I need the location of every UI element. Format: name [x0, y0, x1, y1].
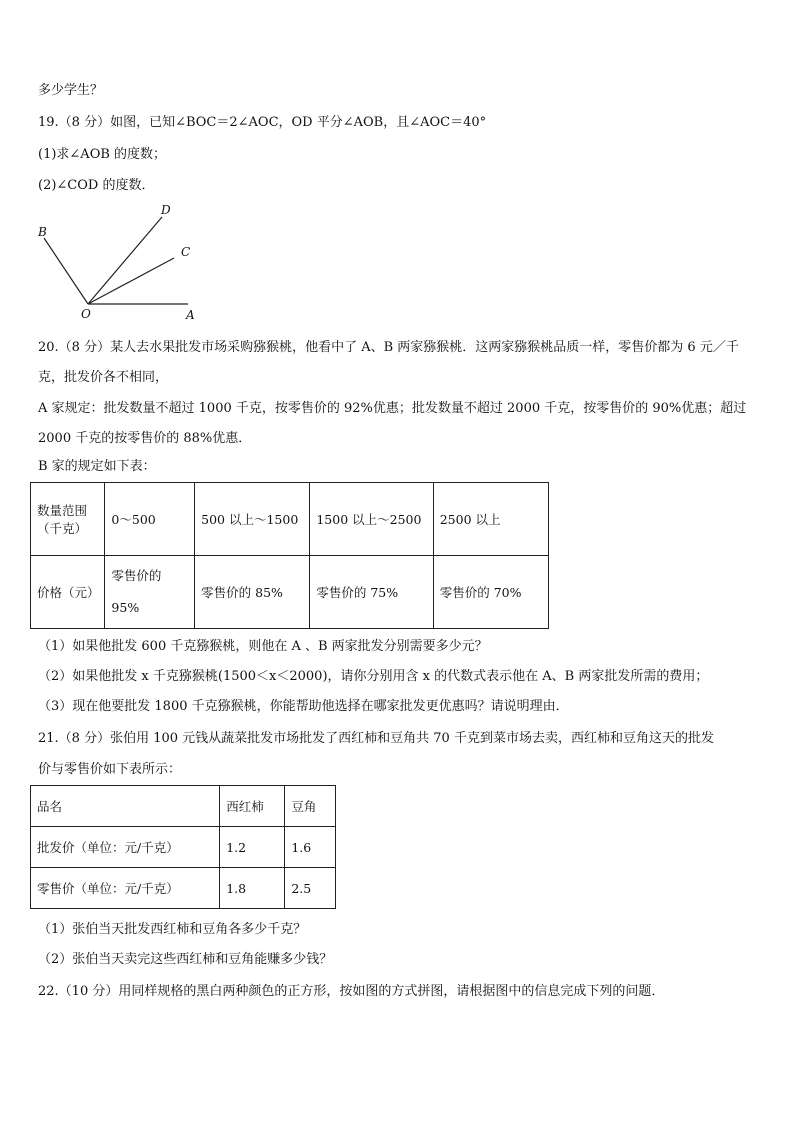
label-a: A	[186, 308, 195, 322]
table-row	[31, 786, 336, 827]
label-o: O	[81, 307, 91, 321]
table-row	[31, 483, 549, 556]
q20-title: 20.（8 分）某人去水果批发市场采购猕猴桃，他看中了 A、B 两家猕猴桃．这两家猕猴桃品质一样，零售价都为 6 元／千克，批发价各不相同，	[38, 340, 739, 385]
q20-rule-b-intro: B 家的规定如下表：	[38, 459, 156, 474]
q21-title-line2: 价与零售价如下表所示：	[38, 762, 182, 777]
table-cell: 零售价（单位：元/千克）	[31, 868, 220, 909]
q19-part1: (1)求∠AOB 的度数；	[38, 147, 167, 162]
table-cell: 0～500	[105, 483, 195, 556]
table-cell: 2.5	[285, 868, 336, 909]
label-c: C	[181, 245, 191, 259]
table-cell: 1500 以上～2500	[310, 483, 433, 556]
q20-sub3: （3）现在他要批发 1800 千克猕猴桃，你能帮助他选择在哪家批发更优惠吗？请说明理由．	[38, 699, 569, 714]
table-row	[31, 827, 336, 868]
q22-title: 22.（10 分）用同样规格的黑白两种颜色的正方形，按如图的方式拼图，请根据图中的信息完成下列的问题．	[38, 984, 665, 999]
table-cell: 零售价的 75%	[310, 556, 433, 629]
q19-title: 19.（8 分）如图，已知∠BOC＝2∠AOC，OD 平分∠AOB，且∠AOC＝40°	[38, 115, 487, 130]
table-cell: 数量范围（千克）	[31, 483, 105, 556]
table-cell: 零售价的 85%	[195, 556, 310, 629]
q20-sub1: （1）如果他批发 600 千克猕猴桃，则他在 A 、B 两家批发分别需要多少元？	[38, 639, 488, 654]
vegetable-price-table	[30, 785, 336, 909]
q20-sub2: （2）如果他批发 x 千克猕猴桃(1500＜x＜2000)，请你分别用含 x 的代数式表示他在 A、B 两家批发所需的费用；	[38, 669, 709, 684]
q19-part2: (2)∠COD 的度数．	[38, 178, 155, 193]
angle-figure	[36, 200, 206, 326]
table-cell: 价格（元）	[31, 556, 105, 629]
table-cell: 1.2	[220, 827, 285, 868]
q21-sub1: （1）张伯当天批发西红柿和豆角各多少千克？	[38, 922, 307, 937]
table-cell: 1.8	[220, 868, 285, 909]
table-cell: 零售价的 95%	[105, 556, 195, 629]
q21-title-line1: 21.（8 分）张伯用 100 元钱从蔬菜批发市场批发了西红柿和豆角共 70 千克到菜市场去卖，西红柿和豆角这天的批发	[38, 731, 714, 746]
table-cell: 品名	[31, 786, 220, 827]
table-row	[31, 868, 336, 909]
label-d: D	[161, 203, 171, 217]
q21-sub2: （2）张伯当天卖完这些西红柿和豆角能赚多少钱？	[38, 952, 333, 967]
table-cell: 零售价的 70%	[433, 556, 548, 629]
table-cell: 2500 以上	[433, 483, 548, 556]
label-b: B	[38, 225, 47, 239]
table-cell: 批发价（单位：元/千克）	[31, 827, 220, 868]
b-price-table	[30, 482, 549, 629]
table-cell: 500 以上～1500	[195, 483, 310, 556]
table-cell: 西红柿	[220, 786, 285, 827]
table-cell: 豆角	[285, 786, 336, 827]
table-row	[31, 556, 549, 629]
previous-question-tail: 多少学生？	[38, 83, 104, 98]
q20-rule-a: A 家规定：批发数量不超过 1000 千克，按零售价的 92%优惠；批发数量不超过 2000 千克，按零售价的 90%优惠；超过 2000 千克的按零售价的 88%优惠．	[38, 401, 747, 446]
table-cell: 1.6	[285, 827, 336, 868]
